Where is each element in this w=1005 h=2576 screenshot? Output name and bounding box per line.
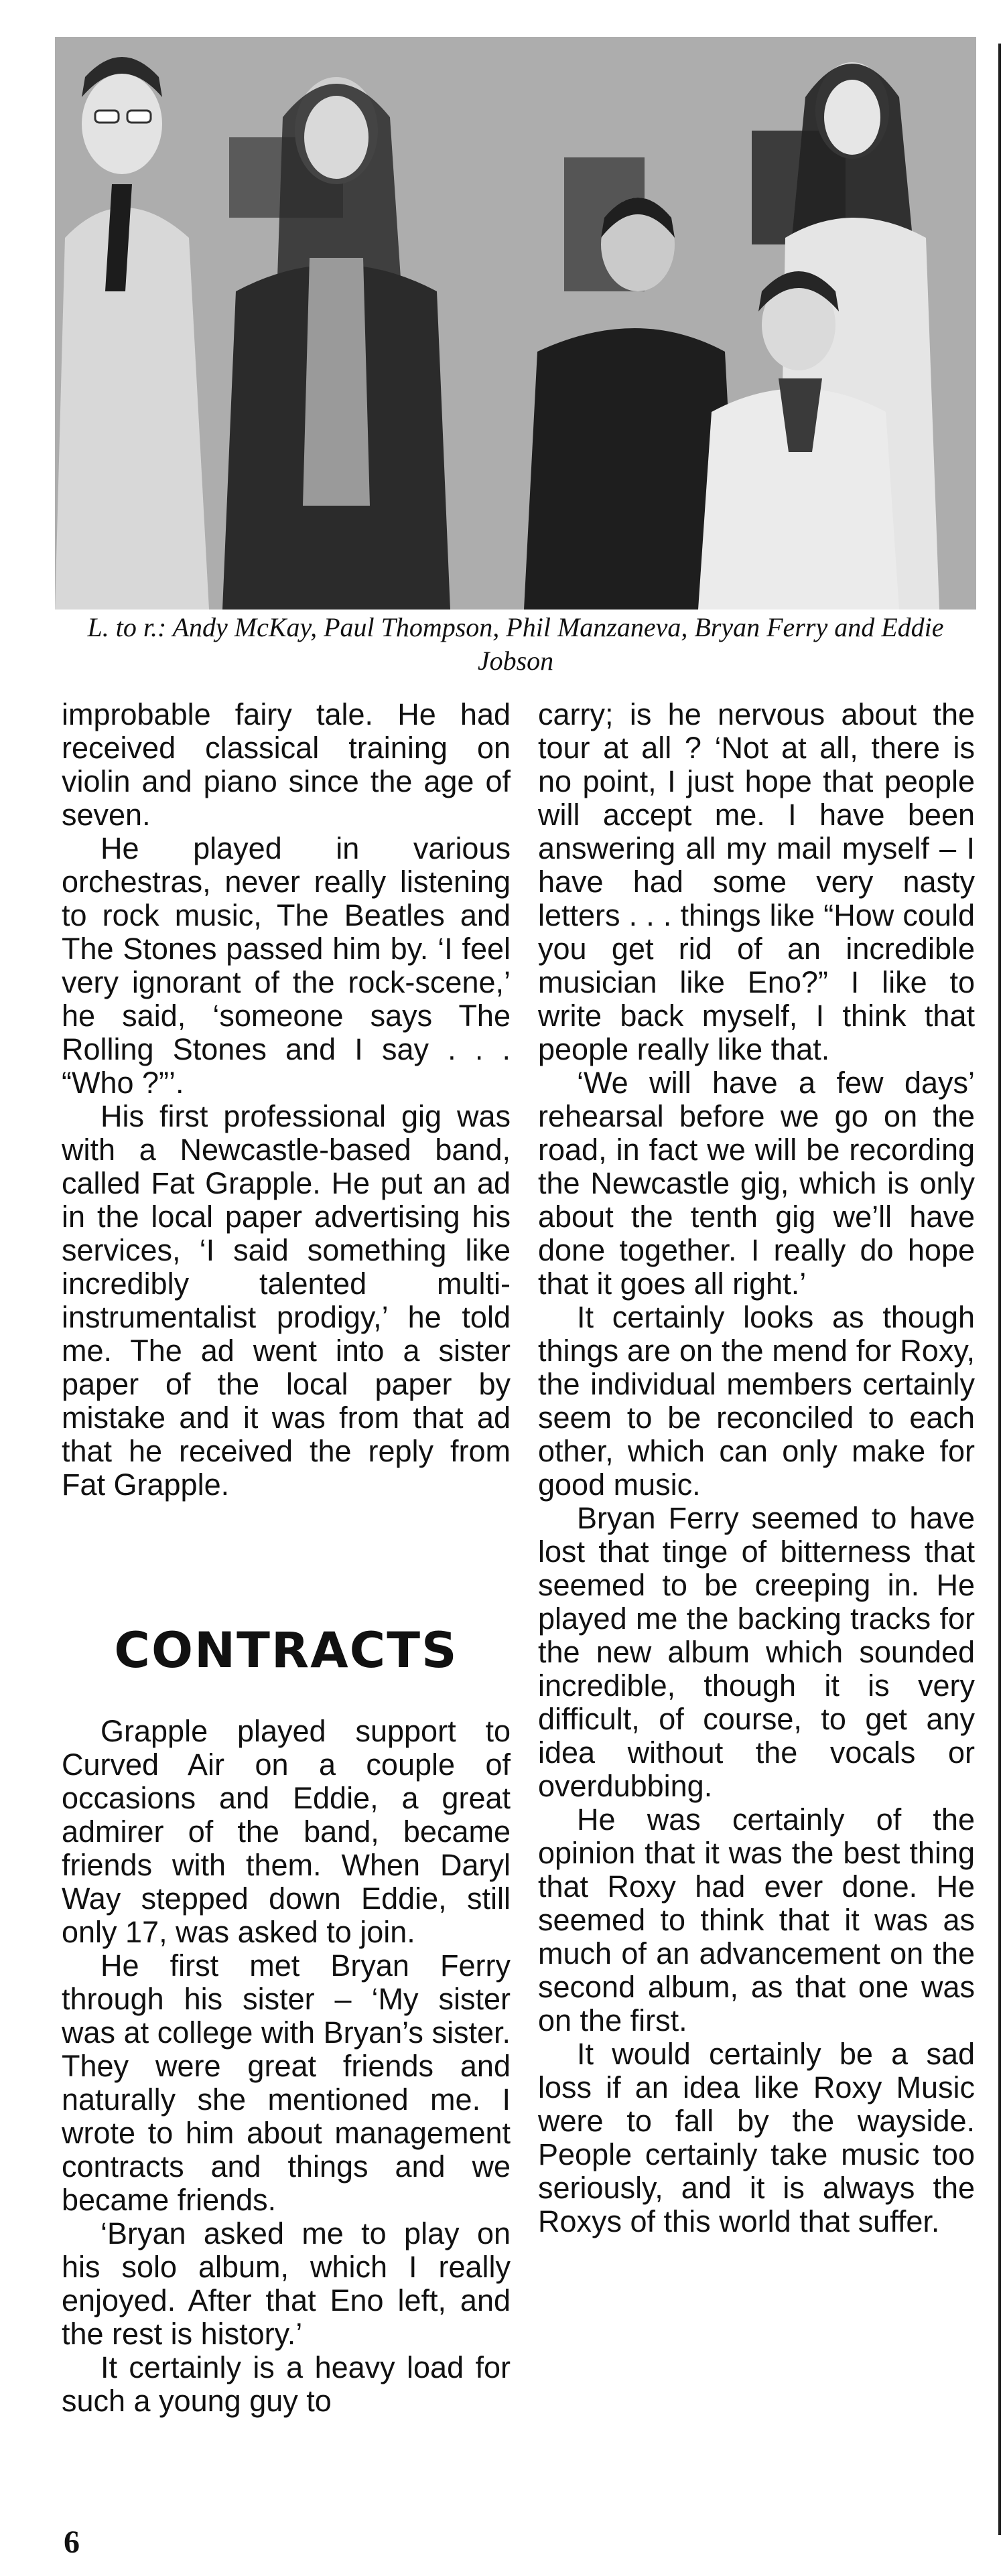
- section-heading: CONTRACTS: [114, 1622, 458, 1679]
- paragraph: Bryan Ferry seemed to have lost that tinge of bitterness that seemed to be creeping in. He played me the backing tracks for the new album which sounded incredible, though it is very difficult, of course, to get any idea without the vocals or overdubbing.: [538, 1501, 975, 1803]
- paragraph: carry; is he nervous about the tour at all ? ‘Not at all, there is no point, I just hope that people will accept me. I have been answering all my mail myself – I have had some very nasty letters . . . things like “How could you get rid of an incredible musician like Eno?” I like to write back myself, I think that people really like that.: [538, 697, 975, 1066]
- paragraph: His first professional gig was with a Newcastle-based band, called Fat Grapple. He put an ad in the local paper advertising his services, ‘I said something like incredibly talented multi-instrumentalist prodigy,’ he told me. The ad went into a sister paper of the local paper by mistake and it was from that ad that he received the reply from Fat Grapple.: [62, 1099, 511, 1502]
- band-photo-illustration: [55, 37, 976, 610]
- left-column-top: [62, 698, 511, 1502]
- paragraph: He was certainly of the opinion that it was the best thing that Roxy had ever done. He seemed to think that it was as much of an advancement on the second album, as that one was on the first.: [538, 1802, 975, 2037]
- photo-caption: L. to r.: Andy McKay, Paul Thompson, Phil Manzaneva, Bryan Ferry and Eddie Jobson: [87, 612, 944, 676]
- left-column-bottom: [62, 1715, 511, 2418]
- right-column: [538, 698, 975, 2238]
- paragraph: ‘We will have a few days’ rehearsal before we go on the road, in fact we will be recording the Newcastle gig, which is only about the tenth gig we’ll have done together. I really do hope that it goes all right.’: [538, 1066, 975, 1301]
- page-edge-rule: [998, 44, 1001, 2535]
- paragraph: He first met Bryan Ferry through his sister – ‘My sister was at college with Bryan’s sister. They were great friends and naturally she mentioned me. I wrote to him about management contracts and things and we became friends.: [62, 1948, 511, 2217]
- paragraph: It certainly is a heavy load for such a young guy to: [62, 2350, 511, 2418]
- paragraph: He played in various orchestras, never really listening to rock music, The Beatles and The Stones passed him by. ‘I feel very ignorant of the rock-scene,’ he said, ‘someone says The Rolling Stones and I say . . . “Who ?”’.: [62, 831, 511, 1100]
- paragraph: It would certainly be a sad loss if an idea like Roxy Music were to fall by the wayside. People certainly take music too seriously, and it is always the Roxys of this world that suffer.: [538, 2037, 975, 2238]
- paragraph: Grapple played support to Curved Air on a couple of occasions and Eddie, a great admirer of the band, became friends with them. When Daryl Way stepped down Eddie, still only 17, was asked to join.: [62, 1714, 511, 1949]
- band-photo: [55, 37, 976, 610]
- paragraph: It certainly looks as though things are on the mend for Roxy, the individual members certainly seem to be reconciled to each other, which can only make for good music.: [538, 1300, 975, 1502]
- paragraph: improbable fairy tale. He had received classical training on violin and piano since the age of seven.: [62, 697, 511, 832]
- page-number: 6: [64, 2524, 80, 2560]
- paragraph: ‘Bryan asked me to play on his solo album, which I really enjoyed. After that Eno left, and the rest is history.’: [62, 2216, 511, 2351]
